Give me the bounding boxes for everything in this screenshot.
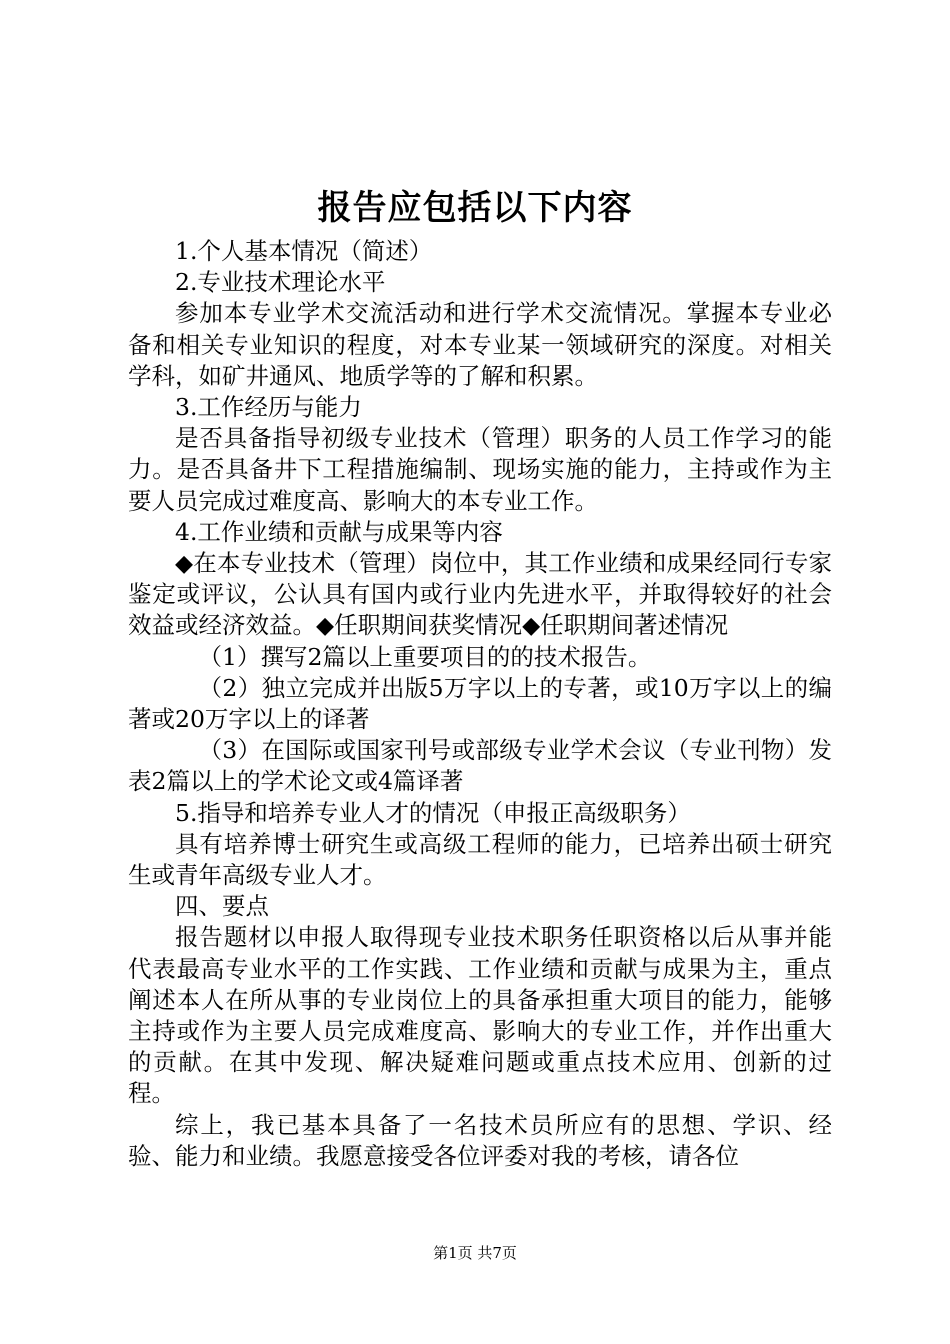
paragraph-theory-heading: 2.专业技术理论水平 [175, 268, 386, 297]
paragraph-achievements-heading: 4.工作业绩和贡献与成果等内容 [175, 517, 503, 546]
paragraph-theory-body: 参加本专业学术交流活动和进行学术交流情况。掌握本专业必备和相关专业知识的程度，对本专业某一领域研究的深度。对相关学科，如矿井通风、地质学等的了解和积累。 [128, 299, 832, 390]
paragraph-training-heading: 5.指导和培养专业人才的情况（申报正高级职务） [175, 798, 691, 827]
list-item-monograph: （2）独立完成并出版5万字以上的专著，或10万字以上的编著或20万字以上的译著 [128, 673, 832, 734]
paragraph-conclusion: 综上，我已基本具备了一名技术员所应有的思想、学识、经验、能力和业绩。我愿意接受各位评委对我的考核，请各位 [128, 1110, 832, 1170]
paragraph-experience-heading: 3.工作经历与能力 [175, 393, 362, 422]
page-footer: 第1页 共7页 [433, 1244, 517, 1262]
paragraph-basic-info: 1.个人基本情况（简述） [175, 237, 433, 265]
paragraph-key-points-body: 报告题材以申报人取得现专业技术职务任职资格以后从事并能代表最高专业水平的工作实践、工作业绩和贡献与成果为主，重点阐述本人在所从事的专业岗位上的具备承担重大项目的能力，能够主持或作为主要人员完成难度高、影响大的专业工作，并作出重大的贡献。在其中发现、解决疑难问题或重点技术应用、创新的过程。 [128, 923, 832, 1108]
list-item-reports: （1）撰写2篇以上重要项目的的技术报告。 [198, 642, 652, 671]
paragraph-experience-body: 是否具备指导初级专业技术（管理）职务的人员工作学习的能力。是否具备井下工程措施编制、现场实施的能力，主持或作为主要人员完成过难度高、影响大的本专业工作。 [128, 424, 832, 515]
paragraph-training-body: 具有培养博士研究生或高级工程师的能力，已培养出硕士研究生或青年高级专业人才。 [128, 829, 832, 890]
document-body [128, 236, 832, 1172]
paragraph-key-points-heading: 四、要点 [175, 892, 269, 921]
list-item-papers: （3）在国际或国家刊号或部级专业学术会议（专业刊物）发表2篇以上的学术论文或4篇译著 [128, 736, 832, 796]
document-title: 报告应包括以下内容 [317, 188, 633, 228]
paragraph-achievements-body: ◆在本专业技术（管理）岗位中，其工作业绩和成果经同行专家鉴定或评议，公认具有国内或行业内先进水平，并取得较好的社会效益或经济效益。◆任职期间获奖情况◆任职期间著述情况 [128, 549, 832, 640]
